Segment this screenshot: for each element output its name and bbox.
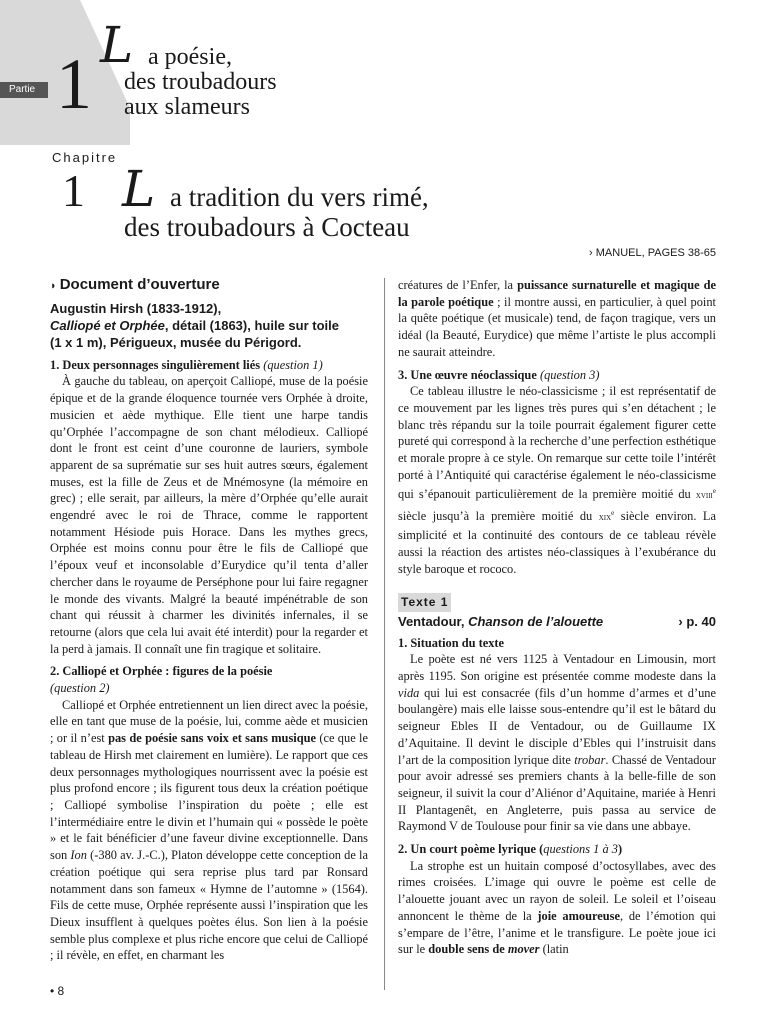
texte-1-section-2-text: La strophe est un huitain composé d’octosyllabes, avec des rimes croisées. L’image qui ouvre le poème est celle de l’alouette jouant avec un rayon de soleil. Le soleil et l’oiseau annoncent le thème de la joie amoureuse, de l’émotion qui s’empare de l’être, l’anime et le transfigure. Le poète joue ici sur le double sens de mover (latin [398, 858, 717, 957]
section-3-question: (question 3) [539, 367, 600, 382]
texte-1-section-2-title: 2. Un court poème lyrique (questions 1 à 3) [398, 842, 623, 857]
texte-1-section-2-question: questions 1 à 3 [543, 842, 618, 857]
section-2-question: (question 2) [50, 681, 110, 696]
artwork-author: Augustin Hirsh (1833-1912), [50, 300, 222, 316]
texte-1-tag: Texte 1 [398, 593, 451, 612]
chapitre-title-line-1: a tradition du vers rimé, [170, 182, 429, 212]
page-number: • 8 [50, 984, 65, 998]
texte-1-section-1-title: 1. Situation du texte [398, 635, 505, 650]
texte-1-work: Chanson de l’alouette [468, 613, 604, 629]
section-3-title-text: 3. Une œuvre néoclassique [398, 367, 537, 382]
artwork-details: , détail (1863), huile sur toile [164, 317, 339, 333]
chapitre-number: 1 [62, 165, 85, 216]
section-1-title [50, 357, 368, 374]
half-circle-icon: ◗ [50, 280, 60, 292]
texte-1-section-1-text: Le poète est né vers 1125 à Ventadour en Limousin, mort après 1195. Son origine est présentée comme modeste dans la vida qui lui est consacrée (fils d’un homme d’armes et d’une boulangère) mais elle laisse sous-entendre qu’il est le bâtard du seigneur Ebles II de Ventadour, ou de Guillaume IX d’Aquitaine. Il devint le disciple d’Ebles qui l’instruisit dans l’art de la composition lyrique dite trobar. Chassé de Ventadour pour avoir adressé ses premiers chants à la belle-fille de son seigneur, il suivit la cour d’Aliénor d’Aquitaine, mariée à Henri II Plantagenêt, en Angleterre, puis passa au service de Raymond V de Toulouse pour finir sa vie dans une abbaye. [398, 652, 716, 834]
chapitre-title-initial: L [122, 160, 156, 218]
texte-1-page-ref: › p. 40 [678, 613, 716, 629]
column-divider [384, 278, 385, 990]
manuel-reference-text: MANUEL, PAGES 38-65 [595, 247, 716, 259]
texte-1-author: Ventadour, [398, 613, 465, 629]
section-1-question: (question 1) [263, 357, 323, 372]
partie-title-initial: L [100, 16, 134, 74]
right-column [398, 277, 716, 958]
chapitre-label: Chapitre [52, 150, 118, 165]
artwork-location: (1 x 1 m), Périgueux, musée du Périgord. [50, 334, 302, 350]
section-2-continued: créatures de l’Enfer, la puissance surnaturelle et magique de la parole poétique ; il montre aussi, en particulier, à quel point la quête poétique (et musicale) tend, de façon tragique, vers un idéal (la Beauté, Eurydice) que même l’artiste le plus accompli ne saurait atteindre. [398, 278, 716, 359]
chapitre-title-line-2: des troubadours à Cocteau [124, 212, 410, 242]
section-2-title-text: 2. Calliopé et Orphée : figures de la poésie [50, 664, 273, 679]
partie-title-line-3: aux slameurs [124, 94, 250, 120]
partie-title-line-2: des troubadours [124, 69, 277, 95]
partie-number: 1 [56, 44, 92, 124]
left-column [50, 277, 368, 964]
artwork-title: Calliopé et Orphée [50, 317, 165, 333]
section-3-text: Ce tableau illustre le néo-classicisme ; il est représentatif de ce mouvement par les lignes très pures qui s’en détachent ; le blanc très répandu sur la toile pourrait également figurer cette pureté qui correspond à la recherche d’une perfection esthétique et morale propre à ce style. On remarque sur cette toile l’intérêt porté à l’Antiquité qui caractérise également le néo-classicisme qui s’épanouit particulièrement de la première moitié du xviii$^e$ siècle jusqu’à la première moitié du xix$^e$ siècle environ. La simplicité et la continuité des contours de ce tableau révèle aussi la réaction des artistes néo-classiques à l’exubérance du style baroque et rococo. [398, 384, 717, 576]
section-2-text: Calliopé et Orphée entretiennent un lien direct avec la poésie, elle en tant que muse de la poésie, lui, comme aède et musicien ; or il n’est pas de poésie sans voix et sans musique (ce que le tableau de Hirsh met clairement en lumière). Le rapport que ces deux personnages mythologiques nourrissent avec la poésie est plus profond encore ; ils figurent tous deux la création poétique ; Calliopé symbolise l’inspiration du poète ; elle est l’intermédiaire entre le divin et l’humain qui « possède le poète » et le fait bénéficier d’une faveur divine exceptionnelle. Dans son Ion (-380 av. J.-C.), Platon développe cette conception de la création poétique qui sera reprise plus tard par Ronsard notamment dans son fameux « Hymne de l’automne » (1564). Fils de cette muse, Orphée représente aussi l’inspiration que les Dieux insufflent à quelques poètes élus. Son lien à la poésie semble plus complexe et plus riche encore que celui de Calliopé ; il révèle, en effet, en charmant les [50, 697, 368, 963]
document-heading [50, 277, 368, 295]
texte-1-header [398, 614, 716, 631]
texte-1-section-2-title-text: 2. Un court poème lyrique [398, 842, 537, 857]
document-heading-text: Document d’ouverture [59, 276, 220, 293]
section-3-title [398, 367, 716, 384]
section-2-title [50, 663, 368, 696]
section-1-text: À gauche du tableau, on aperçoit Calliopé, muse de la poésie épique et de la grande éloquence tournée vers Orphée à droite, musicien et aède mythique. Elle tient une harpe tandis qu’Orphée l’accompagne de son chant mélodieux. Calliopé dont le front est ceint d’une couronne de lauriers, symbole apparent de sa suprématie sur ses huit autres sœurs, également muses, est la fille de Zeus et de Mnémosyne (la mémoire en grec) ; elle serait, par ailleurs, la mère d’Orphée qu’elle aurait engendré avec le roi de Thrace, comme le rapportent notamment Hésiode puis Horace. Dans les mythes grecs, Orphée est moins connu pour être le fils de Calliopé que l’époux veuf et inconsolable d’Eurydice qu’il tenta d’aller chercher dans le royaume de Perséphone pour lui faire regagner le monde des vivants. Malgré la beauté impénétrable de son chant qui réussit à charmer les divinités infernales, il se retourne (alors que cela lui avait été interdit) pour la regarder et la perd à jamais. Il connaît une fin tragique et solitaire. [50, 374, 368, 656]
section-1-title-text: 1. Deux personnages singulièrement liés [50, 357, 261, 372]
partie-label: Partie [0, 82, 48, 98]
manuel-reference [589, 247, 716, 259]
partie-title-line-1: a poésie, [148, 44, 232, 70]
artwork-caption [50, 300, 368, 351]
arrow-icon: › [589, 247, 596, 259]
